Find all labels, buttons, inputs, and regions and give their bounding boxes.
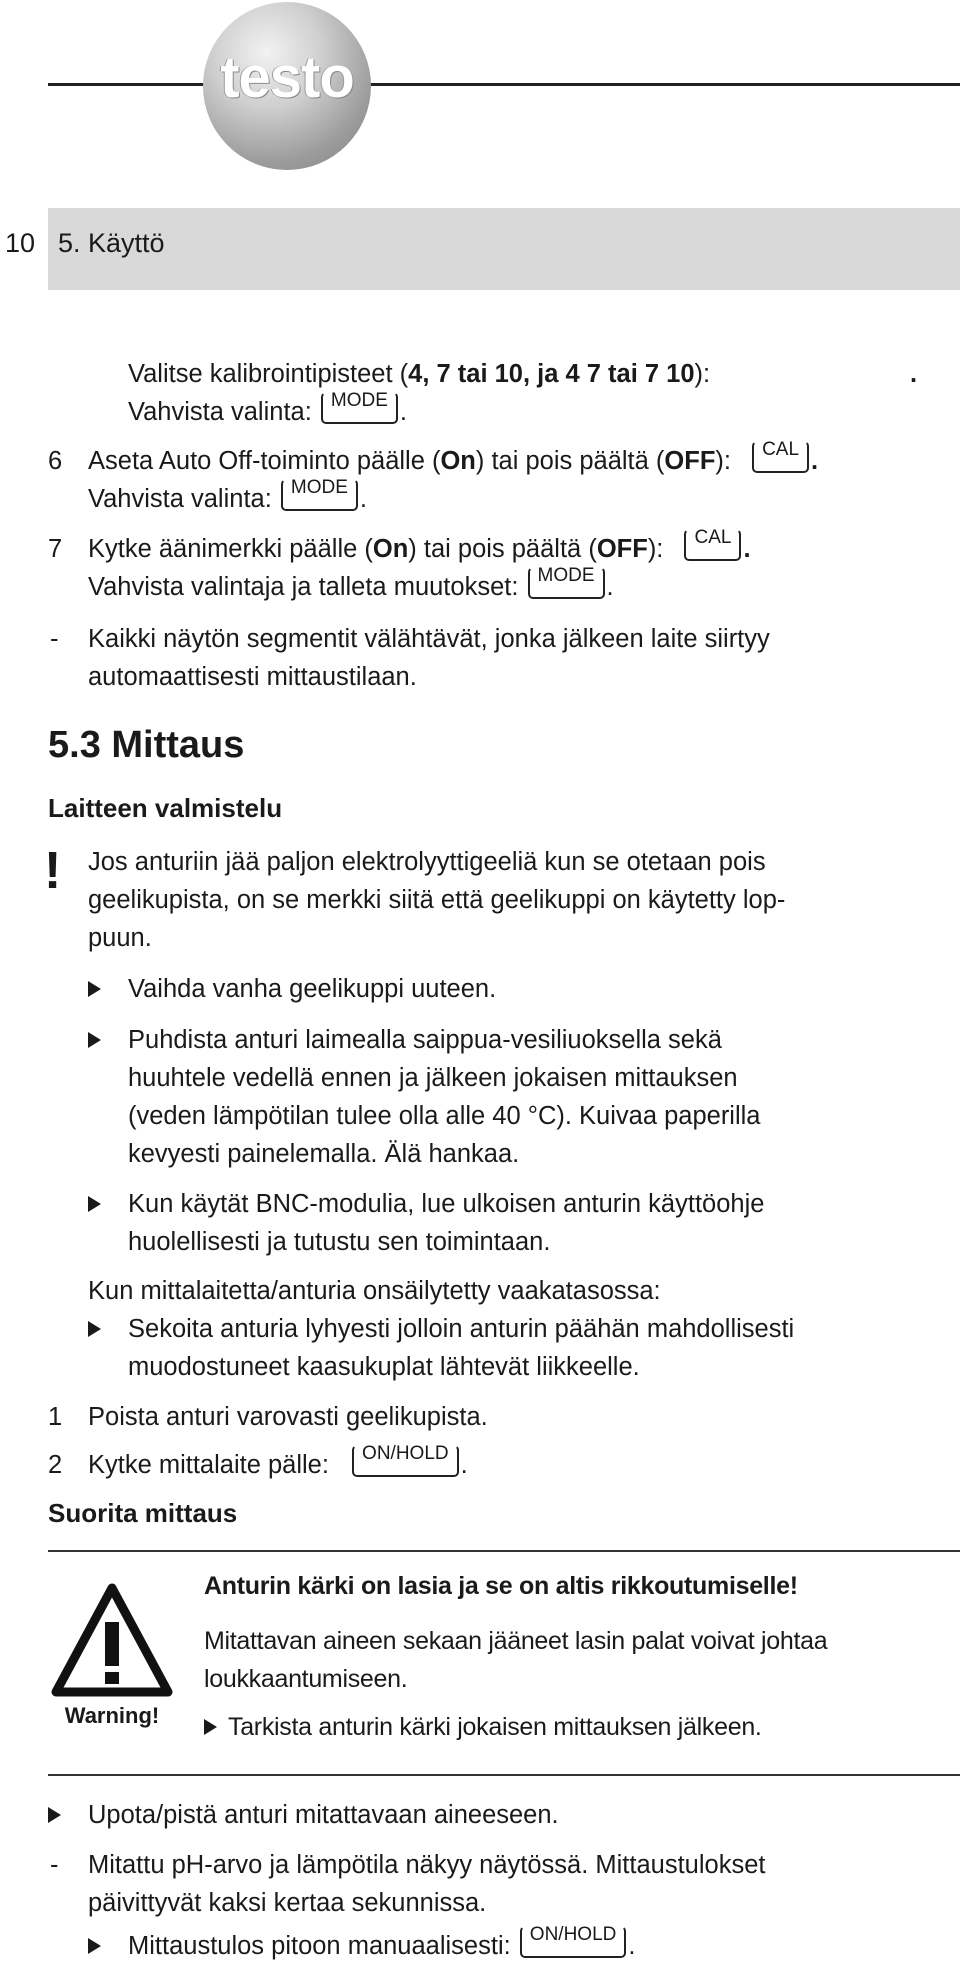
step-2-number: 2 xyxy=(48,1451,63,1479)
measure-bullet-2-text: Mittaustulos pitoon manuaalisesti: xyxy=(128,1932,511,1960)
period: . xyxy=(359,485,367,513)
caution-exclamation-icon: ! xyxy=(44,842,62,900)
measure-heading: Suorita mittaus xyxy=(48,1498,238,1528)
warning-top-rule xyxy=(48,1550,960,1552)
warning-label: Warning! xyxy=(64,1703,160,1728)
prep-bullet-1-line-1: Vaihda vanha geelikuppi uuteen. xyxy=(128,975,497,1003)
step-6-line-2 xyxy=(88,477,367,521)
step-7-text-c: ): xyxy=(647,535,664,563)
result-line-1: Kaikki näytön segmentit välähtävät, jonka jälkeen laite siirtyy xyxy=(88,625,770,653)
measure-bullet-1: Upota/pistä anturi mitattavaan aineeseen. xyxy=(88,1801,559,1829)
step-1-text: Poista anturi varovasti geelikupista. xyxy=(88,1403,488,1431)
step-6-text: Aseta Auto Off-toiminto päälle ( xyxy=(88,447,441,475)
step-7-text: Kytke äänimerkki päälle ( xyxy=(88,535,373,563)
prep-bullet-2-line-4: kevyesti painelemalla. Älä hankaa. xyxy=(128,1140,520,1168)
measure-note-line-1: Mitattu pH-arvo ja lämpötila näkyy näytössä. Mittaustulokset xyxy=(88,1851,766,1879)
caution-line-3: puun. xyxy=(88,924,152,952)
off-label: OFF xyxy=(664,447,716,475)
measure-dash: - xyxy=(50,1851,59,1879)
page-number: 10 xyxy=(4,228,36,258)
bullet-arrow-icon xyxy=(88,1321,101,1342)
mode-key: MODE xyxy=(281,479,358,511)
warning-body-line-2: loukkaantumiseen. xyxy=(204,1665,408,1693)
on-hold-key: ON/HOLD xyxy=(520,1926,627,1958)
step-7-text-b: ) tai pois päältä ( xyxy=(408,535,597,563)
warning-bottom-rule xyxy=(48,1774,960,1776)
warning-headline: Anturin kärki on lasia ja se on altis rikkoutumiselle! xyxy=(204,1572,798,1600)
prep-bullet-3-line-2: huolellisesti ja tutustu sen toimintaan. xyxy=(128,1228,551,1256)
period: . xyxy=(743,535,751,563)
measure-note-line-2: päivittyvät kaksi kertaa sekunnissa. xyxy=(88,1889,487,1917)
result-dash: - xyxy=(50,625,59,653)
bullet-arrow-icon xyxy=(48,1807,61,1828)
bullet-arrow-icon xyxy=(88,1938,101,1959)
step-7-line-2 xyxy=(88,565,614,609)
section-5-3-title: 5.3 Mittaus xyxy=(48,724,245,766)
result-line-2: automaattisesti mittaustilaan. xyxy=(88,663,417,691)
storage-bullet-line-1: Sekoita anturia lyhyesti jolloin anturin päähän mahdollisesti xyxy=(128,1315,795,1343)
confirm-text: Vahvista valinta: xyxy=(88,485,272,513)
on-hold-key: ON/HOLD xyxy=(352,1445,459,1477)
section-5-3-subtitle: Laitteen valmistelu xyxy=(48,793,283,823)
on-label: On xyxy=(372,535,409,563)
storage-bullet-line-2: muodostuneet kaasukuplat lähtevät liikkeelle. xyxy=(128,1353,640,1381)
step-1-number: 1 xyxy=(48,1403,63,1431)
confirm-text: Vahvista valinta: xyxy=(128,398,312,426)
bullet-arrow-icon xyxy=(88,1032,101,1053)
calibration-line-2 xyxy=(128,390,407,434)
step-7-number: 7 xyxy=(48,535,63,563)
section-header-bar xyxy=(48,208,960,290)
testo-logo-text: testo xyxy=(220,45,354,110)
prep-bullet-2-line-2: huuhtele vedellä ennen ja jälkeen jokaisen mittauksen xyxy=(128,1064,738,1092)
on-label: On xyxy=(440,447,476,475)
bullet-arrow-icon xyxy=(88,1196,101,1217)
prep-bullet-3-line-1: Kun käytät BNC-modulia, lue ulkoisen anturin käyttöohje xyxy=(128,1190,765,1218)
calibration-values: 4, 7 tai 10, ja 4 7 tai 7 10 xyxy=(408,360,695,388)
step-6-line-1 xyxy=(88,439,819,483)
cal-key: CAL xyxy=(752,441,809,473)
period: . xyxy=(460,1451,468,1479)
confirm-save-text: Vahvista valintaja ja talleta muutokset: xyxy=(88,573,519,601)
step-6-number: 6 xyxy=(48,447,63,475)
period: . xyxy=(628,1932,636,1960)
header-rule-left xyxy=(48,83,208,86)
mode-key: MODE xyxy=(321,392,398,424)
calibration-suffix: ): xyxy=(694,360,711,388)
caution-line-2: geelikupista, on se merkki siitä että geelikuppi on käytetty lop- xyxy=(88,886,786,914)
warning-bullet: Tarkista anturin kärki jokaisen mittauksen jälkeen. xyxy=(228,1713,762,1741)
measure-bullet-2-line xyxy=(128,1924,636,1968)
prep-bullet-2-line-1: Puhdista anturi laimealla saippua-vesiliuoksella sekä xyxy=(128,1026,722,1054)
period: . xyxy=(606,573,614,601)
caution-line-1: Jos anturiin jää paljon elektrolyyttigeeliä kun se otetaan pois xyxy=(88,848,766,876)
calibration-line-1 xyxy=(128,355,710,393)
calibration-text: Valitse kalibrointipisteet ( xyxy=(128,360,409,388)
section-title: 5. Käyttö xyxy=(58,228,165,258)
period: . xyxy=(811,447,819,475)
step-2-line xyxy=(88,1443,468,1487)
cal-key: CAL xyxy=(684,529,741,561)
step-2-text: Kytke mittalaite pälle: xyxy=(88,1451,329,1479)
storage-intro: Kun mittalaitetta/anturia onsäilytetty vaakatasossa: xyxy=(88,1277,661,1305)
step-7-line-1 xyxy=(88,527,751,571)
warning-body-line-1: Mitattavan aineen sekaan jääneet lasin palat voivat johtaa xyxy=(204,1627,828,1655)
period: . xyxy=(399,398,407,426)
bullet-arrow-icon xyxy=(88,981,101,1002)
calibration-line-end: . xyxy=(910,360,918,388)
step-6-text-c: ): xyxy=(715,447,731,475)
prep-bullet-2-line-3: (veden lämpötilan tulee olla alle 40 °C). Kuivaa paperilla xyxy=(128,1102,761,1130)
mode-key: MODE xyxy=(528,567,605,599)
off-label: OFF xyxy=(596,535,648,563)
bullet-arrow-icon xyxy=(204,1719,217,1740)
header-rule-right xyxy=(366,83,960,86)
step-6-text-b: ) tai pois päältä ( xyxy=(475,447,665,475)
